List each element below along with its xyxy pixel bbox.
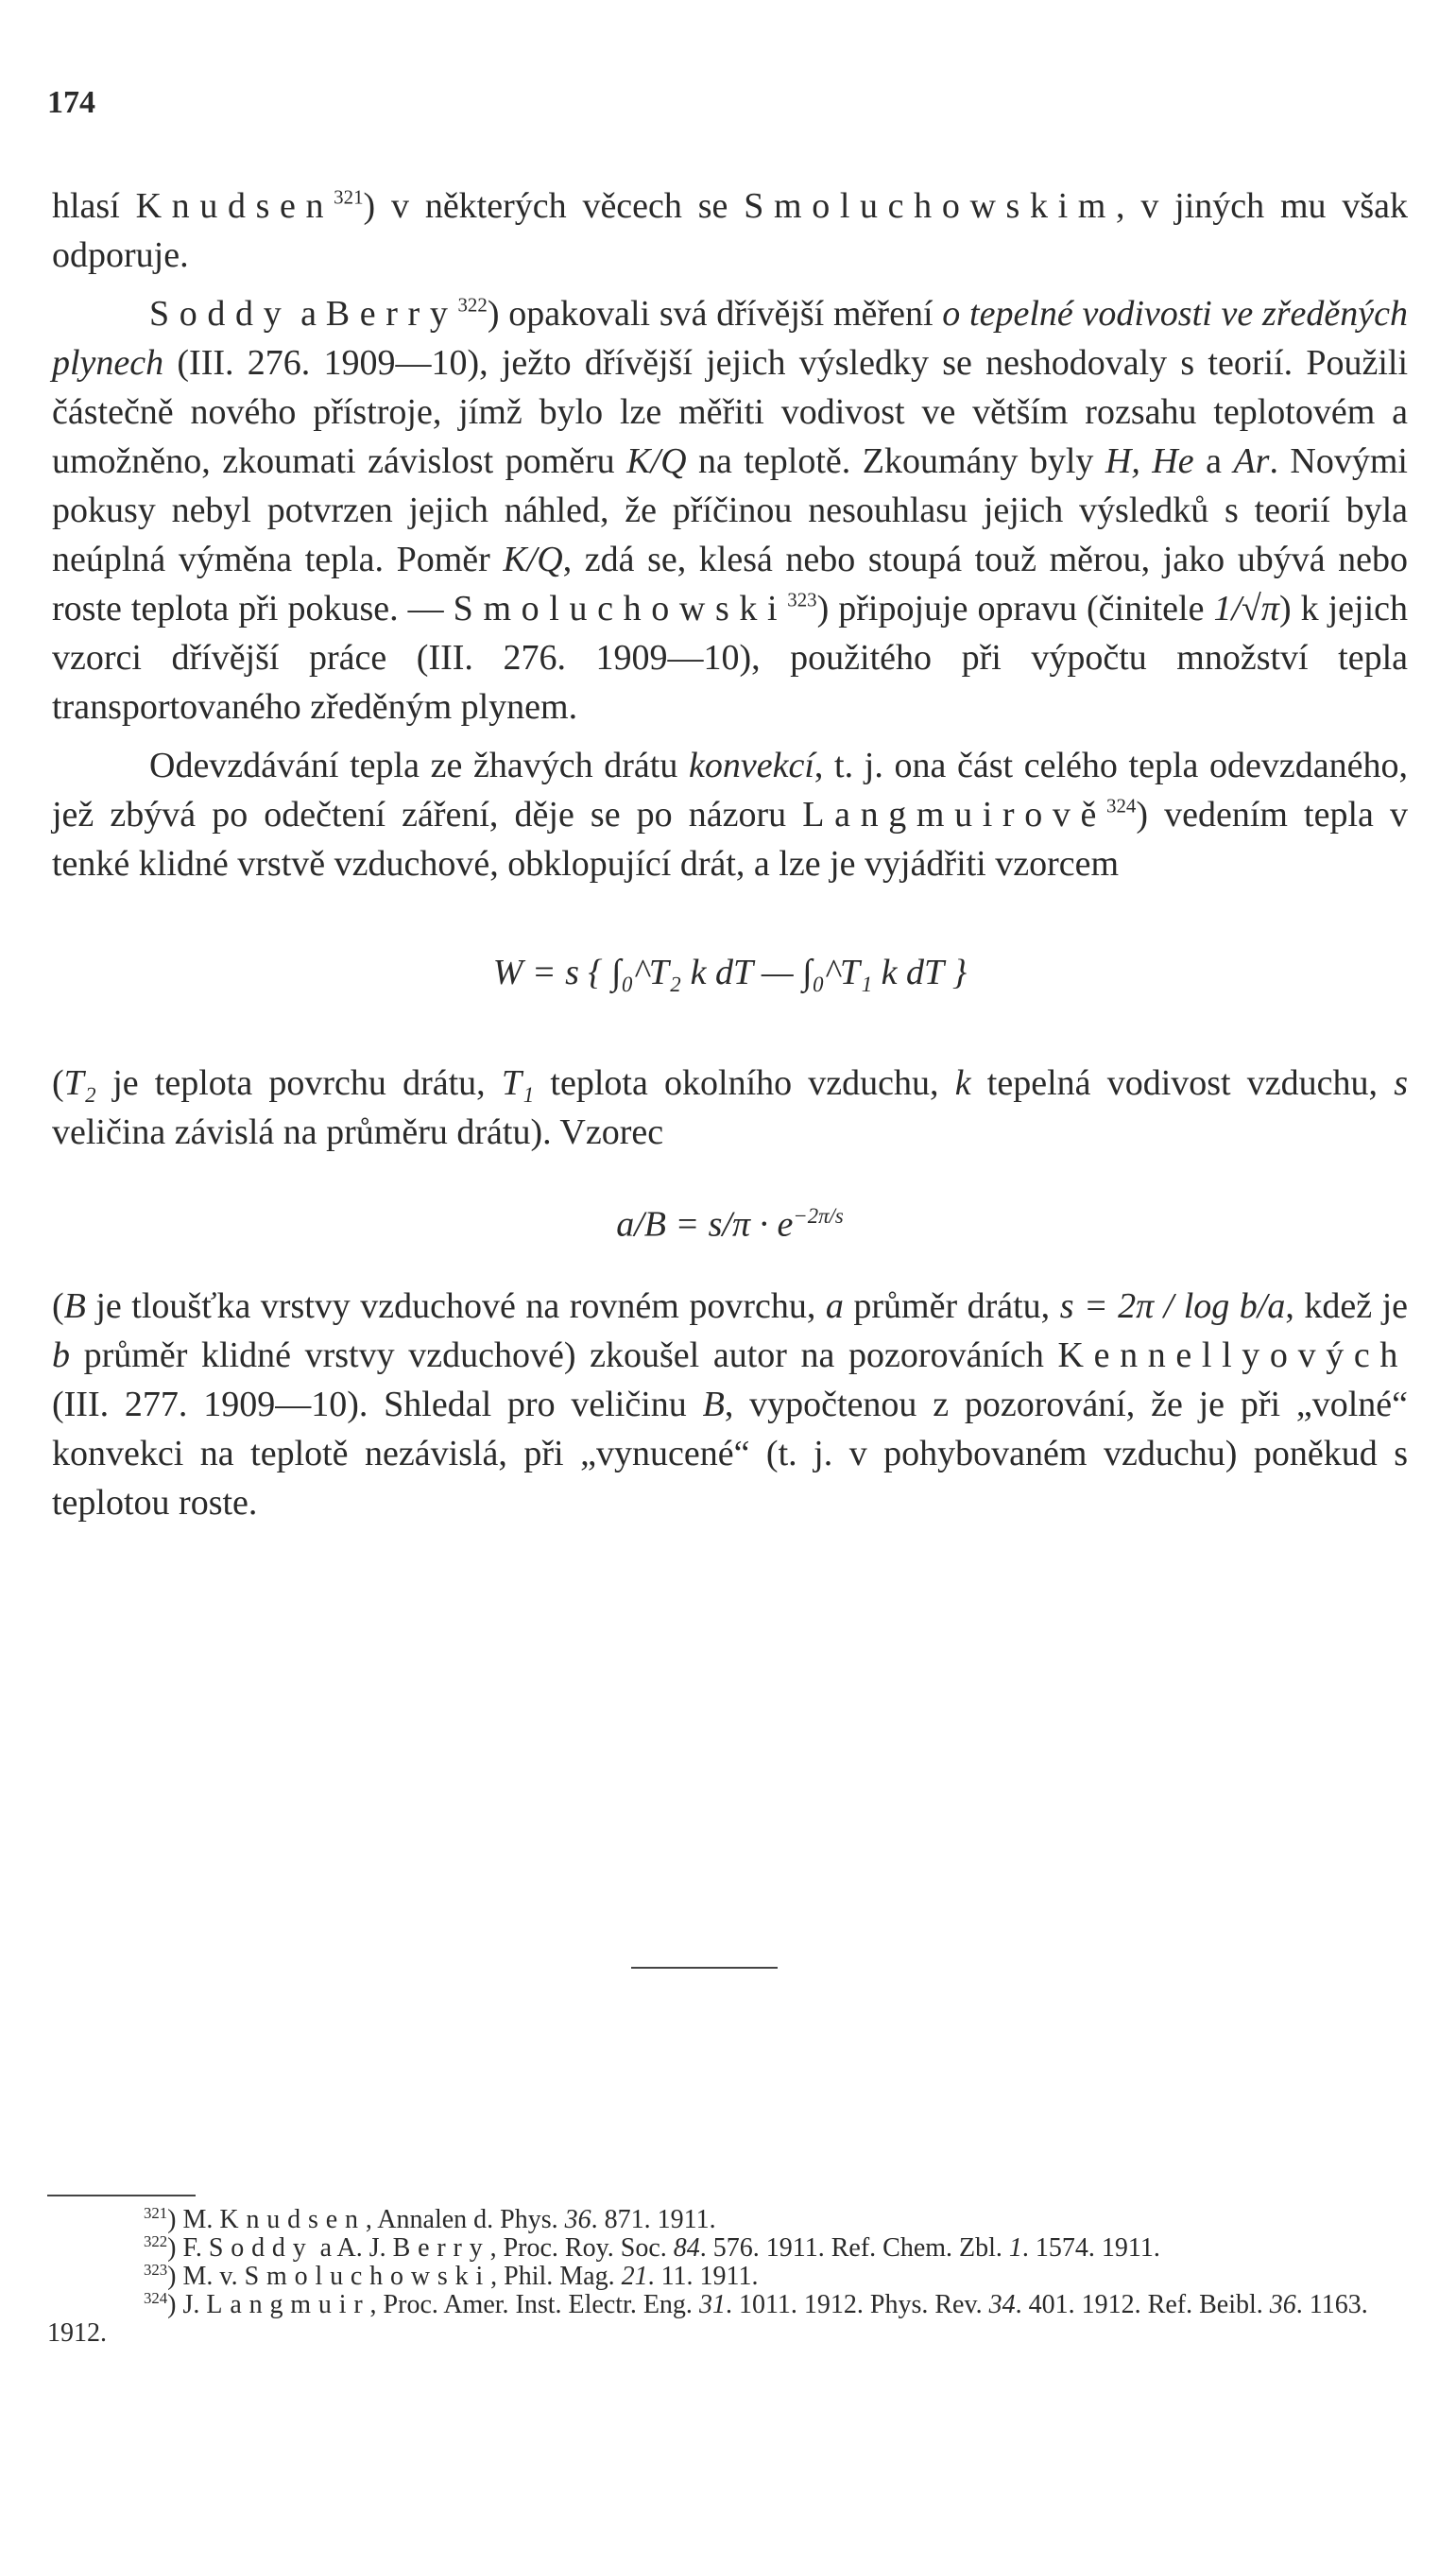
author-name: Langmuirově	[802, 795, 1106, 835]
gas-symbol: Ar	[1233, 441, 1270, 481]
text-run: , kdež je	[1285, 1286, 1409, 1326]
equals-sign: =	[665, 1204, 709, 1245]
equation-lhs: a/B	[616, 1204, 666, 1245]
ratio-formula: K/Q	[626, 441, 687, 481]
equation-layer-thickness	[52, 1164, 1408, 1268]
author-name: Knudsen	[135, 186, 334, 226]
text-run: veličina závislá na průměru drátu). Vzorec	[52, 1112, 664, 1152]
minus-sign: —	[752, 953, 803, 992]
footnote-324	[47, 2288, 1408, 2348]
italic-word: konvekcí	[689, 746, 814, 785]
author-name: Berry	[325, 294, 458, 334]
equation-rhs: s/π · e	[708, 1204, 794, 1245]
text-run: ) k jejich vzorci dřívější práce (III. 276. 1909—10), použitého při výpočtu množství tepla transportovaného zředěným plynem.	[52, 589, 1409, 727]
equation-lhs: W = s	[492, 953, 579, 992]
text-run: . Novými pokusy nebyl potvrzen jejich náhled, že příčinou nesouhlasu jejich výsledků s teorií byla neúplná výměna tepla. Poměr	[52, 441, 1408, 579]
s-definition-formula: s = 2π / log b/a	[1059, 1286, 1286, 1326]
paragraph-4	[52, 1059, 1408, 1157]
paragraph-3	[52, 741, 1408, 888]
text-run: , t. j. ona část celého tepla odevzdaného, jež zbývá po odečtení záření, děje se po názoru	[52, 746, 1408, 835]
gas-symbols: H, He	[1105, 441, 1194, 481]
paragraph-1	[52, 181, 1408, 280]
text-run: (III. 277. 1909—10). Shledal pro veličinu	[52, 1385, 703, 1424]
symbol-a: a	[825, 1286, 844, 1326]
section-separator	[631, 1967, 778, 1969]
author-name: Smoluchowski	[244, 2262, 491, 2291]
text-run: ) vedením tepla v tenké klidné vrstvě vzduchové, obklopující drát, a lze je vyjádřiti vzorcem	[52, 795, 1408, 884]
text-run: ) v některých věcech se	[363, 186, 745, 226]
text-run: tepelná vodivost vzduchu,	[970, 1063, 1395, 1103]
symbol-b: b	[52, 1335, 70, 1375]
text-run: , vypočtenou z pozorování, že je při „volné“ konvekci na teplotě nezávislá, při „vynucené“ (t. j. v pohybovaném vzduchu) poněkud s teplotou roste.	[52, 1385, 1409, 1523]
text-run: ) M. v.	[167, 2262, 245, 2291]
footnote-322	[47, 2231, 1408, 2263]
text-run: , Proc. Roy. Soc.	[489, 2233, 674, 2263]
volume: 1	[1008, 2233, 1022, 2263]
footnote-rule	[47, 2195, 196, 2196]
body-text	[52, 181, 1408, 1527]
integral-lower: ∫₀^T₁ k dT	[802, 953, 944, 992]
author-name: Soddy	[149, 294, 292, 334]
text-run: je teplota povrchu drátu,	[96, 1063, 502, 1103]
text-run: a A. J.	[313, 2233, 393, 2263]
text-run: . 1574. 1911.	[1021, 2233, 1160, 2263]
text-run: , Proc. Amer. Inst. Electr. Eng.	[369, 2290, 699, 2319]
paragraph-2	[52, 289, 1408, 732]
equation-exponent: −2π/s	[793, 1204, 844, 1228]
text-run: . 871. 1911.	[591, 2205, 716, 2234]
author-name: Kennellyových	[1057, 1335, 1408, 1375]
text-run: teplota okolního vzduchu,	[534, 1063, 955, 1103]
symbol-k: k	[954, 1063, 971, 1103]
footnote-ref: 321	[334, 185, 364, 209]
page-number: 174	[47, 85, 95, 120]
volume: 36	[1269, 2290, 1296, 2319]
text-run: hlasí	[52, 186, 136, 226]
text-run: . 576. 1911. Ref. Chem. Zbl.	[699, 2233, 1009, 2263]
symbol-b-upper: B	[63, 1286, 86, 1326]
text-run: , v jiných mu však odporuje.	[52, 186, 1408, 275]
text-run: ) J.	[167, 2290, 207, 2319]
paragraph-5	[52, 1282, 1408, 1527]
text-run: Odevzdávání tepla ze žhavých drátu	[149, 746, 689, 785]
correction-factor: 1/√π	[1213, 589, 1279, 629]
text-run: ) M.	[167, 2205, 220, 2234]
text-run: , Phil. Mag.	[490, 2262, 622, 2291]
volume: 21	[621, 2262, 648, 2291]
volume: 36	[564, 2205, 591, 2234]
text-run: , zdá se, klesá nebo stoupá touž měrou, jako ubývá nebo roste teplota při pokuse. —	[52, 540, 1409, 629]
volume: 34	[988, 2290, 1016, 2319]
volume: 84	[673, 2233, 700, 2263]
text-run: je tloušťka vrstvy vzduchové na rovném povrchu,	[85, 1286, 826, 1326]
text-run: ) opakovali svá dřívější měření	[487, 294, 943, 334]
text-run: . 1011. 1912. Phys. Rev.	[725, 2290, 989, 2319]
symbol-t1: T₁	[501, 1063, 535, 1103]
text-run: (III. 276. 1909—10), ježto dřívější jejich výsledky se neshodovaly s teorií. Použili částečně nového přístroje, jímž bylo lze měřiti vodivost ve větším rozsahu teplotovém a umožněno, zkoumati závislost poměru	[52, 343, 1408, 481]
integral-upper: ∫₀^T₂ k dT	[611, 953, 753, 992]
text-run: průměr drátu,	[843, 1286, 1060, 1326]
footnote-ref: 322	[457, 293, 488, 317]
footnote-number: 324	[144, 2288, 168, 2307]
footnote-number: 322	[144, 2231, 168, 2250]
text-run: . 401. 1912. Ref. Beibl.	[1015, 2290, 1270, 2319]
author-name: Smoluchowski	[453, 589, 788, 629]
ratio-formula: K/Q	[503, 540, 563, 579]
text-run: ) připojuje opravu (činitele	[816, 589, 1214, 629]
symbol-t2: T₂	[63, 1063, 97, 1103]
author-name: Knudsen	[219, 2205, 366, 2234]
author-name: Soddy	[208, 2233, 314, 2263]
text-run: , Annalen d. Phys.	[365, 2205, 565, 2234]
text-run: průměr klidné vrstvy vzduchové) zkoušel autor na pozorováních	[70, 1335, 1058, 1375]
footnote-323	[47, 2260, 1408, 2291]
italic-phrase: o tepelné vodivosti ve zředěných plynech	[52, 294, 1408, 383]
footnote-number: 321	[144, 2203, 168, 2222]
footnote-ref: 323	[787, 588, 817, 611]
footnote-ref: 324	[1106, 794, 1137, 818]
text-run: a	[291, 294, 326, 334]
volume: 31	[698, 2290, 726, 2319]
text-run: na teplotě. Zkoumány byly	[686, 441, 1105, 481]
text-run: . 11. 1911.	[647, 2262, 759, 2291]
author-name: Smoluchowskim	[744, 186, 1116, 226]
text-run: a	[1193, 441, 1234, 481]
author-name: Langmuir	[206, 2290, 370, 2319]
footnote-321	[47, 2203, 1408, 2234]
text-run: (	[52, 1286, 64, 1326]
symbol-s: s	[1394, 1063, 1408, 1103]
equation-heat-conduction: W = s { ∫₀^T₂ k dT — ∫₀^T₁ k dT }	[492, 953, 968, 992]
text-run: (	[52, 1063, 64, 1103]
symbol-b-upper: B	[702, 1385, 725, 1424]
text-run: . 1163. 1912.	[47, 2290, 1368, 2348]
author-name: Berry	[392, 2233, 490, 2263]
text-run: ) F.	[167, 2233, 209, 2263]
footnote-number: 323	[144, 2260, 168, 2279]
footnotes	[47, 2203, 1408, 2348]
